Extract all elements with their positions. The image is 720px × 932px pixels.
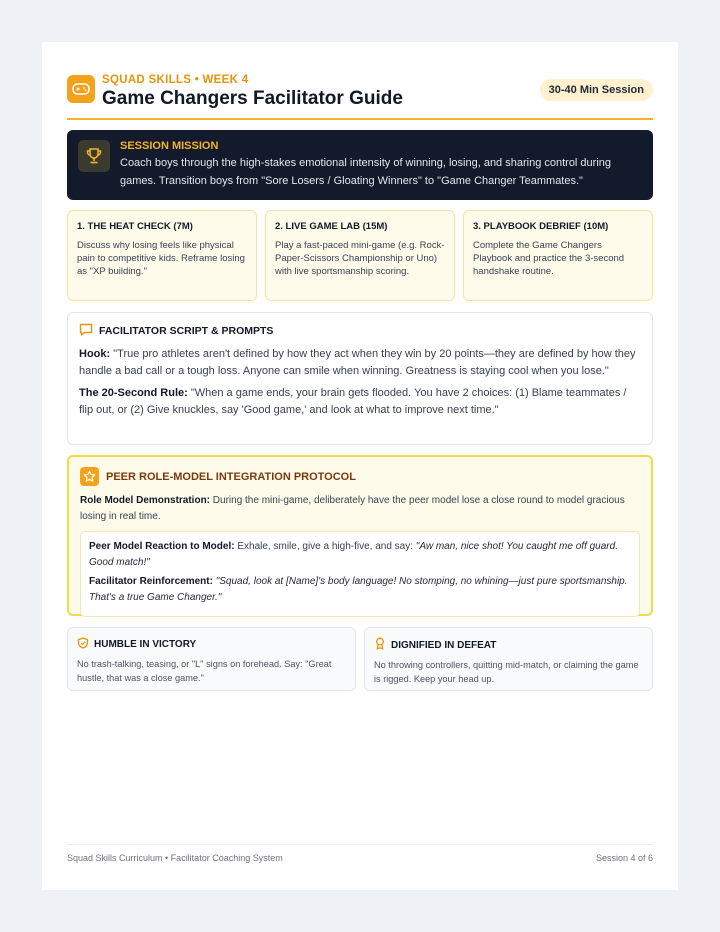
gamepad-icon: [67, 75, 95, 103]
step-title: 1. THE HEAT CHECK (7M): [77, 221, 193, 232]
demo-label: Role Model Demonstration:: [80, 495, 211, 506]
facilitator-script: [67, 312, 653, 445]
dignified-card: [364, 627, 653, 691]
medal-icon: [374, 637, 386, 653]
step-card: [265, 210, 455, 301]
demo-paragraph: [80, 493, 640, 524]
page-title: Game Changers Facilitator Guide: [102, 88, 403, 109]
protocol-title: PEER ROLE-MODEL INTEGRATION PROTOCOL: [106, 470, 356, 483]
reaction-label: Peer Model Reaction to Model:: [89, 541, 235, 552]
card-title: DIGNIFIED IN DEFEAT: [391, 639, 497, 651]
hook-text: "True pro athletes aren't defined by how they act when they win by 20 points—they are defined by how they handle a bad call or a tough loss. Anyone can smile when winning. Greatness is staying cool when you lose.": [79, 348, 636, 377]
peer-protocol: [67, 455, 653, 616]
reinforce-paragraph: [89, 574, 631, 605]
step-title: 2. LIVE GAME LAB (15M): [275, 221, 388, 232]
script-header: [79, 323, 641, 339]
session-steps: [67, 210, 653, 301]
hook-paragraph: [79, 346, 641, 380]
step-title: 3. PLAYBOOK DEBRIEF (10M): [473, 221, 609, 232]
reinforce-quote: "Squad, look at [Name]'s body language! No stomping, no whining—just pure sportsmanship. That's a true Game Changer.": [89, 576, 628, 603]
page: [42, 42, 678, 890]
rule-text: "When a game ends, your brain gets flooded. You have 2 choices: (1) Blame teammates / flip out, or (2) Give knuckles, say 'Good game,' and look at what to improve next time.": [79, 387, 627, 416]
protocol-example: [80, 531, 640, 617]
step-card: [463, 210, 653, 301]
trophy-icon: [78, 140, 110, 172]
demo-text: During the mini-game, deliberately have the peer model lose a close round to model gracious losing in real time.: [80, 495, 625, 522]
reaction-paragraph: [89, 539, 631, 570]
script-title: FACILITATOR SCRIPT & PROMPTS: [99, 325, 274, 337]
header: [67, 74, 653, 120]
protocol-header: [80, 467, 640, 486]
card-text: No trash-talking, teasing, or "L" signs on forehead. Say: "Great hustle, that was a close game.": [77, 659, 332, 683]
step-text: Play a fast-paced mini-game (e.g. Rock-Paper-Scissors Championship or Uno) with live sportsmanship scoring.: [275, 240, 445, 278]
rule-paragraph: [79, 385, 641, 419]
shield-icon: [77, 637, 89, 652]
duration-badge: 30-40 Min Session: [540, 79, 653, 101]
page-indicator: Session 4 of 6: [595, 853, 653, 863]
mission-text: Coach boys through the high-stakes emotional intensity of winning, losing, and sharing control during games. Transition boys from "Sore Losers / Gloating Winners" to "Game Changer Teammates.": [120, 157, 612, 187]
card-header: [77, 637, 346, 652]
card-text: No throwing controllers, quitting mid-match, or claiming the game is rigged. Keep your head up.: [374, 660, 639, 684]
card-header: [374, 637, 643, 653]
step-text: Complete the Game Changers Playbook and practice the 3-second handshake routine.: [473, 240, 625, 278]
humble-card: [67, 627, 356, 691]
card-title: HUMBLE IN VICTORY: [94, 639, 197, 650]
step-text: Discuss why losing feels like physical pain to competitive kids. Reframe losing as "XP building.": [77, 240, 245, 278]
chat-bubble-icon: [79, 323, 93, 339]
eyebrow: SQUAD SKILLS • WEEK 4: [102, 74, 249, 86]
footer-left: Squad Skills Curriculum • Facilitator Coaching System: [67, 853, 283, 863]
reinforce-label: Facilitator Reinforcement:: [89, 576, 213, 587]
rule-label: The 20-Second Rule:: [79, 387, 188, 399]
step-card: [67, 210, 257, 301]
hook-label: Hook:: [79, 348, 111, 360]
star-icon: [80, 467, 99, 486]
footer: [67, 844, 653, 863]
session-mission: [67, 130, 653, 200]
reaction-quote: "Aw man, nice shot! You caught me off guard. Good match!": [89, 541, 618, 568]
mission-title: SESSION MISSION: [120, 140, 219, 152]
reaction-text: Exhale, smile, give a high-five, and say:: [234, 541, 416, 552]
